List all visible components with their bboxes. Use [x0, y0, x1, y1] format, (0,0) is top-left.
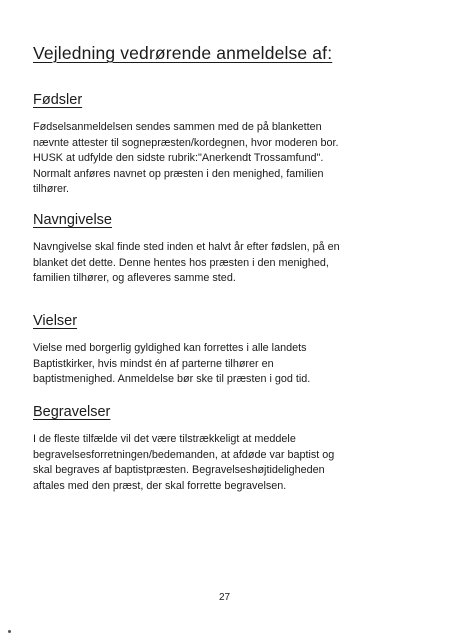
- body-line: HUSK at udfylde den sidste rubrik:"Anerkendt Trossamfund".: [33, 152, 324, 165]
- body-line: Navngivelse skal finde sted inden et halvt år efter fødslen, på en: [33, 241, 340, 253]
- page-title: Vejledning vedrørende anmeldelse af:: [33, 43, 333, 63]
- section-begravelser: [33, 404, 433, 494]
- body-line: Vielse med borgerlig gyldighed kan forrettes i alle landets: [33, 342, 307, 354]
- section-body-navngivelse: [33, 240, 433, 287]
- body-line: baptistmenighed. Anmeldelse bør ske til præsten i god tid.: [33, 373, 311, 386]
- section-vielser: [33, 313, 433, 388]
- body-line: Normalt anføres navnet op præsten i den menighed, familien: [33, 167, 324, 180]
- section-body-foedsler: [33, 120, 433, 198]
- section-heading-foedsler: Fødsler: [33, 92, 83, 108]
- body-line: skal begraves af baptistpræsten. Begravelseshøjtideligheden: [33, 464, 325, 477]
- section-heading-navngivelse: Navngivelse: [33, 212, 112, 228]
- section-navngivelse: [33, 212, 433, 287]
- section-foedsler: [33, 92, 433, 198]
- section-body-begravelser: [33, 432, 433, 494]
- body-line: nævnte attester til sognepræsten/kordegnen, hvor moderen bor.: [33, 136, 339, 149]
- section-heading-vielser: Vielser: [33, 313, 78, 329]
- page-number: 27: [218, 592, 231, 603]
- body-line: familien tilhører, og afleveres samme sted.: [33, 272, 236, 285]
- body-line: Baptistkirker, hvis mindst én af parterne tilhører en: [33, 357, 274, 370]
- body-line: aftales med den præst, der skal forrette begravelsen.: [33, 479, 287, 492]
- body-line: blanket det dette. Denne hentes hos præsten i den menighed,: [33, 256, 329, 269]
- body-line: begravelsesforretningen/bedemanden, at afdøde var baptist og: [33, 448, 335, 461]
- body-line: tilhører.: [33, 183, 69, 196]
- scan-dot: [8, 630, 11, 633]
- section-heading-begravelser: Begravelser: [33, 404, 111, 420]
- body-line: Fødselsanmeldelsen sendes sammen med de på blanketten: [33, 121, 322, 133]
- section-body-vielser: [33, 341, 433, 388]
- body-line: I de fleste tilfælde vil det være tilstrækkeligt at meddele: [33, 433, 296, 445]
